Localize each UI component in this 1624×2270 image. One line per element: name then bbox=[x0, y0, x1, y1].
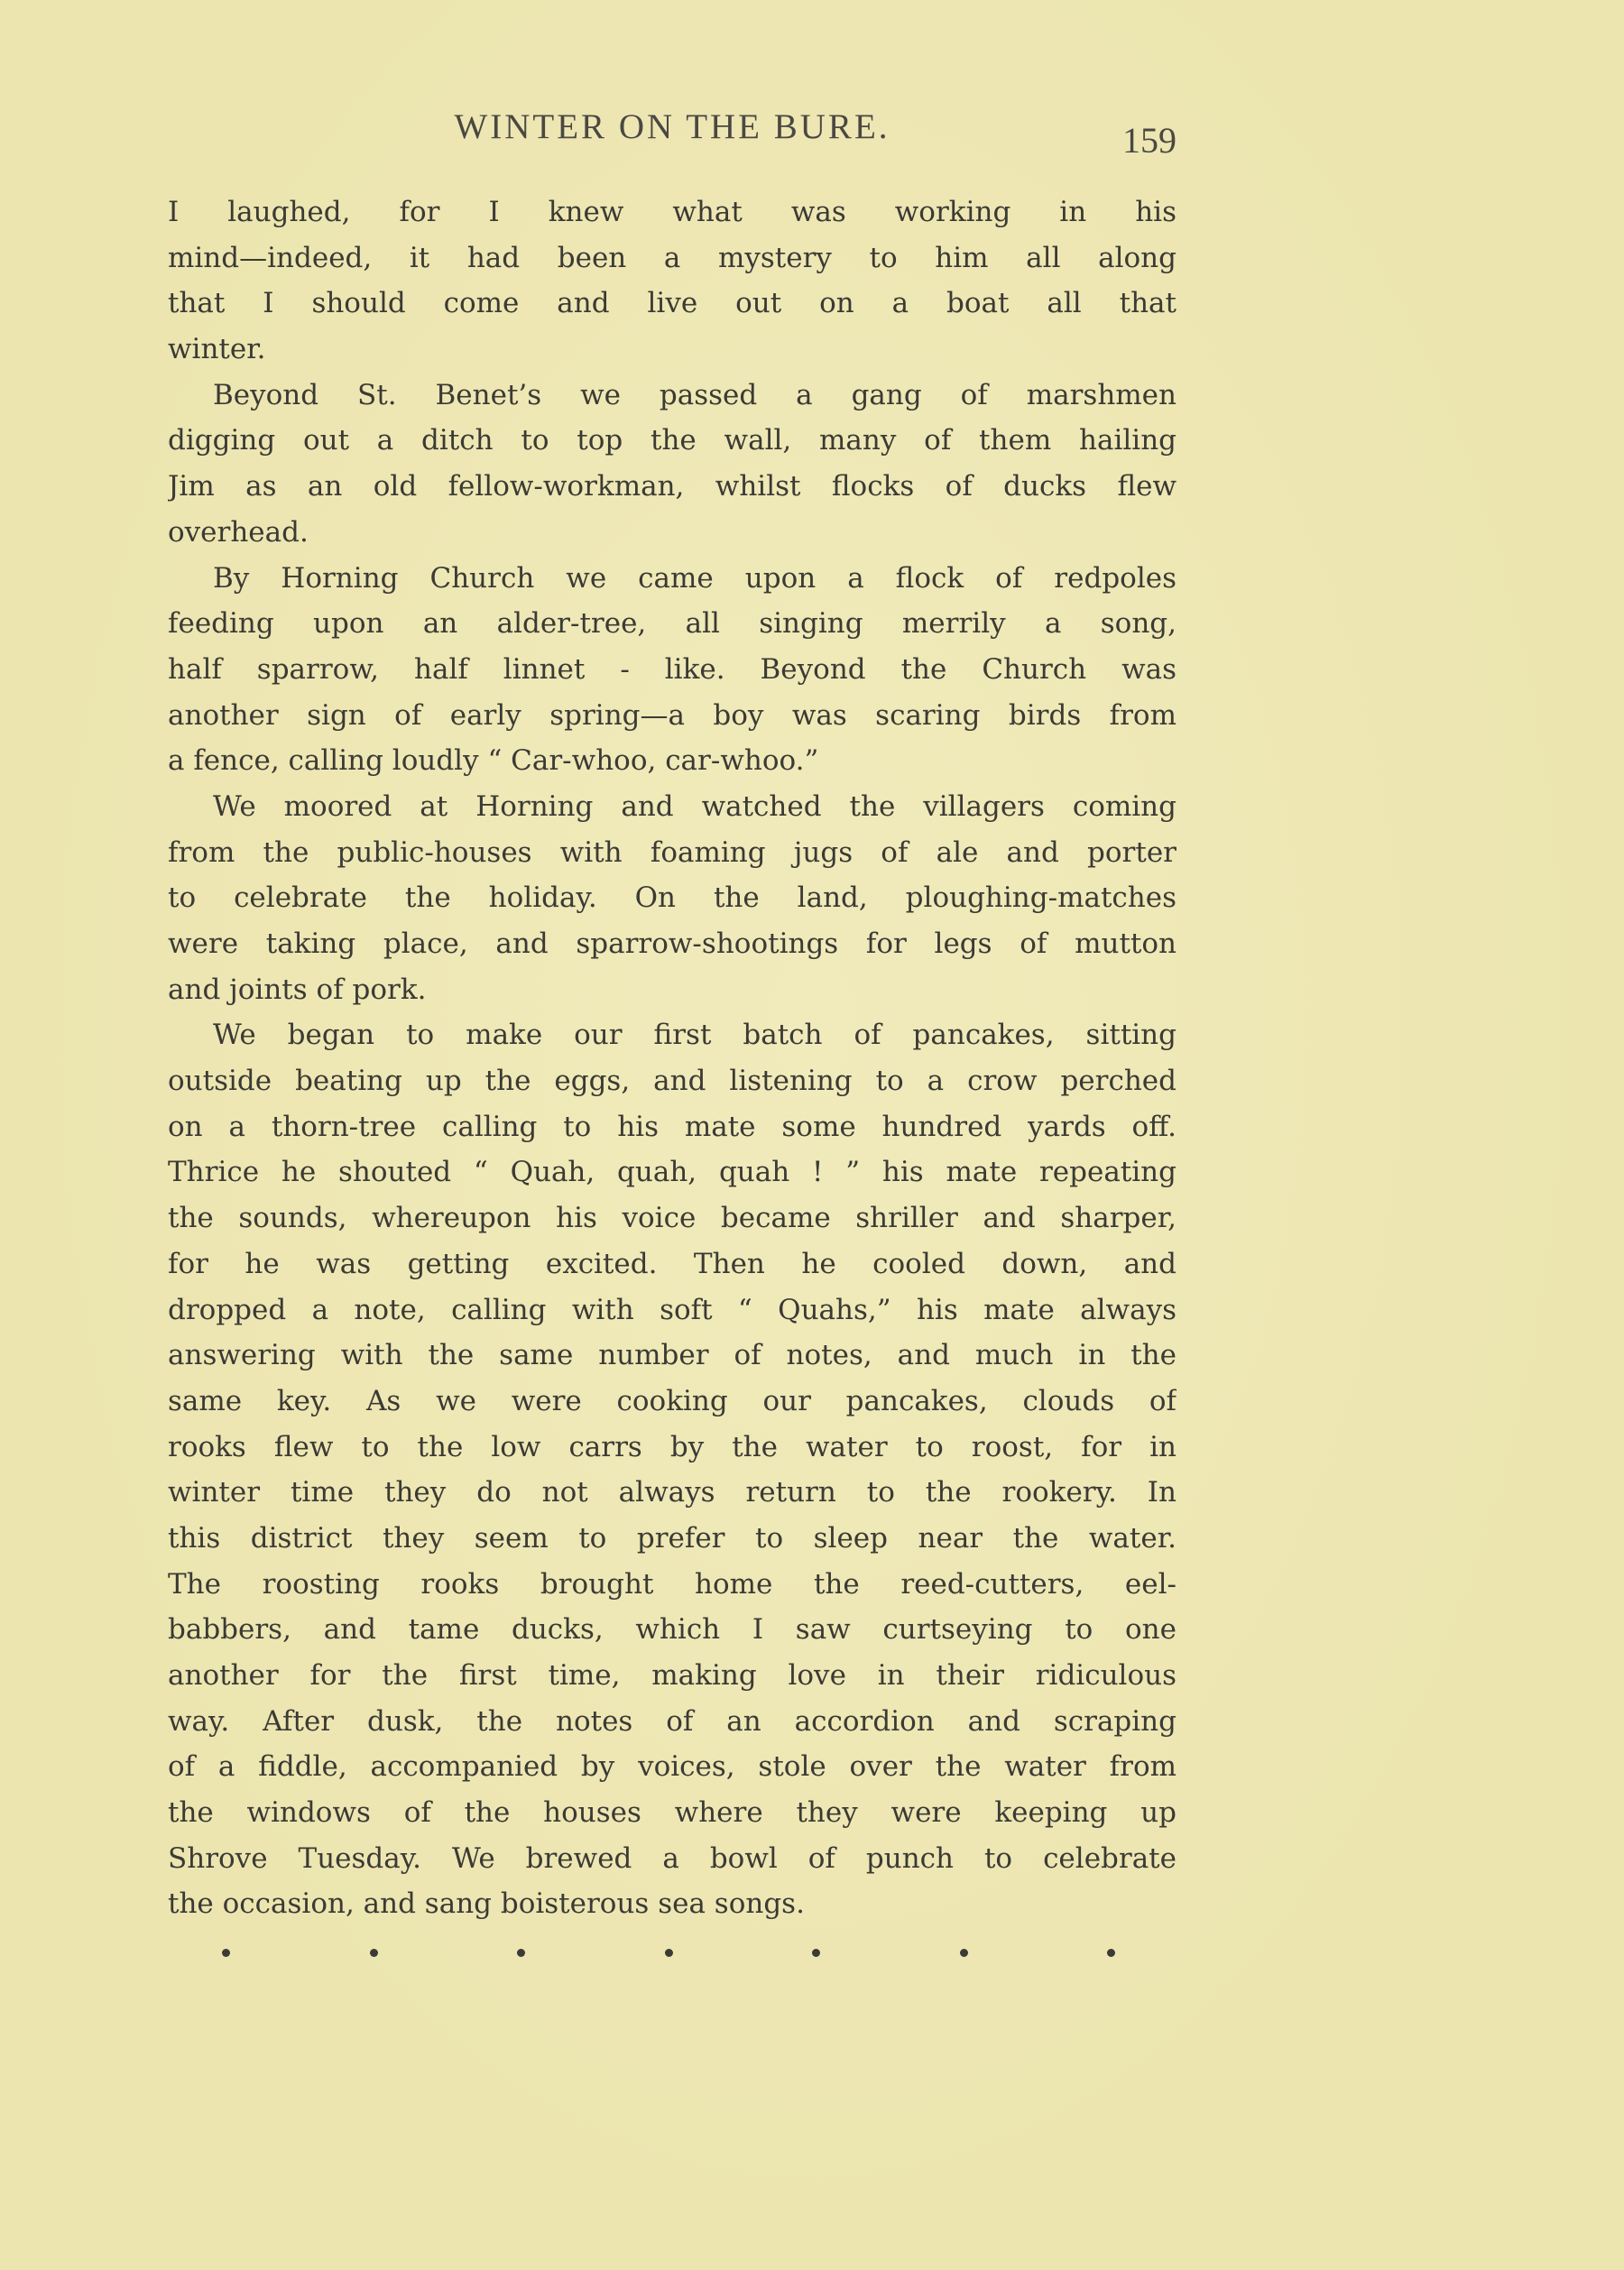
text-line: the occasion, and sang boisterous sea songs. bbox=[168, 1887, 805, 1921]
ornament-dot bbox=[222, 1949, 230, 1957]
text-line: that I should come and live out on a boat all that bbox=[168, 287, 1176, 320]
text-line: same key. As we were cooking our pancakes, clouds of bbox=[168, 1384, 1176, 1417]
text-line: We began to make our first batch of pancakes, sitting bbox=[213, 1019, 1176, 1052]
text-line: answering with the same number of notes, and much in the bbox=[168, 1339, 1176, 1372]
text-line: half sparrow, half linnet - like. Beyond the Church was bbox=[168, 652, 1176, 686]
text-line: mind—indeed, it had been a mystery to him all along bbox=[168, 241, 1176, 274]
text-line: outside beating up the eggs, and listening to a crow perched bbox=[168, 1065, 1176, 1098]
ornament-dot bbox=[370, 1949, 378, 1957]
text-line: the sounds, whereupon his voice became shriller and sharper, bbox=[168, 1202, 1176, 1235]
page-number: 159 bbox=[1122, 120, 1176, 161]
text-line: Jim as an old fellow-workman, whilst flocks of ducks flew bbox=[168, 470, 1176, 503]
body-text bbox=[168, 189, 1176, 1927]
text-line: The roosting rooks brought home the reed-cutters, eel- bbox=[168, 1567, 1176, 1601]
text-line: were taking place, and sparrow-shootings for legs of mutton bbox=[168, 927, 1176, 960]
text-line: rooks flew to the low carrs by the water to roost, for in bbox=[168, 1430, 1176, 1463]
text-line: and joints of pork. bbox=[168, 973, 427, 1006]
text-line: the windows of the houses where they were keeping up bbox=[168, 1796, 1176, 1830]
ornament-dot bbox=[665, 1949, 673, 1957]
text-line: of a fiddle, accompanied by voices, stole over the water from bbox=[168, 1750, 1176, 1784]
ornament-dot bbox=[812, 1949, 820, 1957]
text-line: feeding upon an alder-tree, all singing merrily a song, bbox=[168, 607, 1176, 641]
text-line: dropped a note, calling with soft “ Quahs,” his mate always bbox=[168, 1293, 1176, 1326]
text-line: winter. bbox=[168, 333, 266, 366]
text-line: winter time they do not always return to the rookery. In bbox=[168, 1476, 1176, 1509]
text-line: for he was getting excited. Then he cooled down, and bbox=[168, 1247, 1176, 1280]
text-line: this district they seem to prefer to sleep near the water. bbox=[168, 1521, 1176, 1555]
text-line: overhead. bbox=[168, 515, 309, 549]
text-line: We moored at Horning and watched the villagers coming bbox=[213, 789, 1176, 823]
running-title: WINTER ON THE BURE. bbox=[454, 107, 890, 146]
text-line: way. After dusk, the notes of an accordion and scraping bbox=[168, 1704, 1176, 1738]
text-line: Beyond St. Benet’s we passed a gang of marshmen bbox=[213, 378, 1176, 411]
section-break-ornament bbox=[222, 1943, 1115, 1961]
text-line: to celebrate the holiday. On the land, ploughing-matches bbox=[168, 881, 1176, 915]
text-line: Thrice he shouted “ Quah, quah, quah ! ” his mate repeating bbox=[168, 1156, 1176, 1189]
text-line: Shrove Tuesday. We brewed a bowl of punch to celebrate bbox=[168, 1841, 1176, 1875]
ornament-dot bbox=[960, 1949, 968, 1957]
text-line: a fence, calling loudly “ Car-whoo, car-whoo.” bbox=[168, 744, 819, 778]
text-line: another sign of early spring—a boy was scaring birds from bbox=[168, 698, 1176, 732]
ornament-dot bbox=[1107, 1949, 1115, 1957]
text-line: on a thorn-tree calling to his mate some hundred yards off. bbox=[168, 1110, 1176, 1143]
text-line: from the public-houses with foaming jugs of ale and porter bbox=[168, 835, 1176, 869]
text-line: By Horning Church we came upon a flock of redpoles bbox=[213, 561, 1176, 595]
text-line: another for the first time, making love in their ridiculous bbox=[168, 1659, 1176, 1692]
text-line: babbers, and tame ducks, which I saw curtseying to one bbox=[168, 1613, 1176, 1647]
text-line: digging out a ditch to top the wall, many of them hailing bbox=[168, 424, 1176, 457]
ornament-dot bbox=[517, 1949, 525, 1957]
running-head bbox=[168, 106, 1176, 161]
text-line: I laughed, for I knew what was working in his bbox=[168, 196, 1176, 228]
